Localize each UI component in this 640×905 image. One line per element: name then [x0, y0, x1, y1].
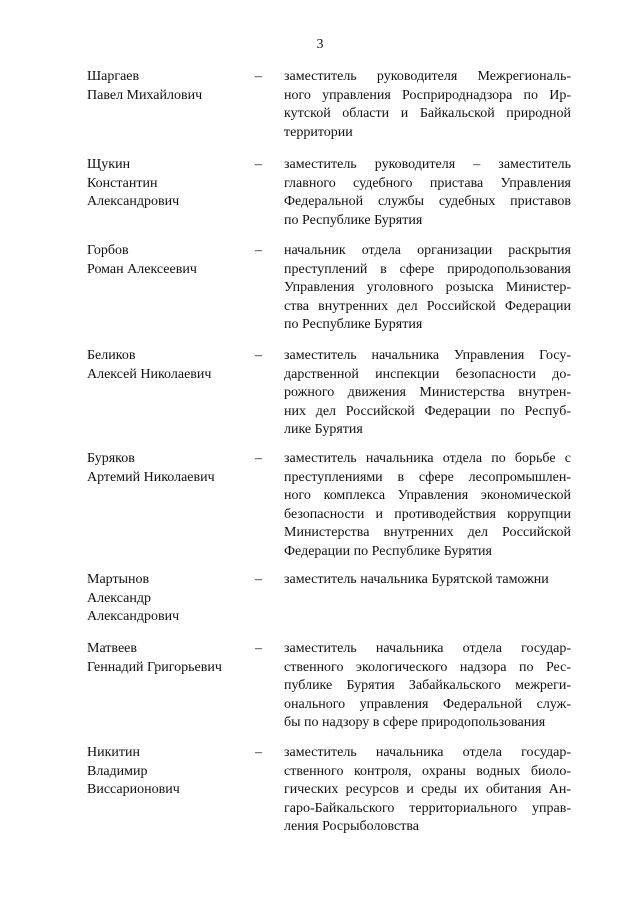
position-text-line: ства внутренних дел Российской Федерации: [284, 298, 571, 314]
position-text-line: территории: [284, 124, 353, 140]
position-text-line: публике Бурятия Забайкальского межреги-: [284, 678, 571, 693]
member-position: [284, 571, 571, 627]
dash-separator: –: [255, 641, 262, 656]
position-text-line: по Республике Бурятия: [284, 212, 423, 228]
member-given-name-line: Константин: [87, 175, 158, 191]
position-text-line: онального управления Федеральной служ-: [284, 696, 571, 712]
member-name: [87, 156, 255, 230]
member-entry: [87, 242, 571, 335]
member-surname: Буряков: [87, 451, 135, 466]
position-text-line: Министерства внутренних дел Российской: [284, 525, 571, 540]
member-given-name-line: Александр: [87, 590, 151, 606]
dash-separator: –: [255, 348, 262, 363]
member-surname: Никитин: [87, 745, 140, 760]
position-text-line: безопасности и противодействия коррупции: [284, 506, 571, 522]
member-entry: [87, 450, 571, 561]
member-entry: [87, 347, 571, 440]
member-position: [284, 744, 571, 837]
position-text-line: ственного контроля, охраны водных биоло-: [284, 763, 571, 779]
position-text-line: ственного экологического надзора по Рес-: [284, 659, 571, 675]
member-given-name-line: Владимир: [87, 763, 148, 779]
member-position: [284, 347, 571, 440]
member-position: [284, 640, 571, 733]
position-text-line: Федеральной службы судебных приставов: [284, 194, 571, 209]
position-text-line: по Республике Бурятия: [284, 317, 423, 332]
position-text-line: них дел Российской Федерации по Респуб-: [284, 403, 571, 419]
position-text-line: заместитель начальника Бурятской таможни: [284, 572, 549, 587]
member-given-name-line: Александрович: [87, 609, 180, 624]
position-text-line: бы по надзору в сфере природопользования: [284, 715, 546, 730]
member-position: [284, 68, 571, 142]
position-text-line: дарственной инспекции безопасности до-: [284, 366, 571, 382]
member-given-name-line: Геннадий Григорьевич: [87, 659, 222, 675]
dash-separator: –: [255, 572, 262, 587]
position-text-line: заместитель начальника отдела государ-: [284, 641, 571, 656]
member-name: [87, 450, 255, 561]
position-text-line: заместитель руководителя – заместитель: [284, 157, 571, 172]
position-text-line: ления Росрыболовства: [284, 819, 419, 834]
member-name: [87, 242, 255, 335]
member-surname: Матвеев: [87, 641, 137, 656]
member-given-name-line: Артемий Николаевич: [87, 469, 215, 485]
member-name: [87, 571, 255, 627]
member-given-name-line: Александрович: [87, 194, 180, 209]
member-name: [87, 640, 255, 733]
position-text-line: Управления уголовного розыска Министер-: [284, 280, 571, 295]
dash-separator: –: [255, 69, 262, 84]
position-text-line: рожного движения Министерства внутрен-: [284, 385, 571, 400]
member-name: [87, 68, 255, 142]
dash-separator: –: [255, 451, 262, 466]
member-given-name-line: Павел Михайлович: [87, 87, 203, 103]
member-entry: [87, 640, 571, 733]
position-text-line: гических ресурсов и среды их обитания Ан-: [284, 782, 571, 797]
member-given-name-line: Роман Алексеевич: [87, 261, 197, 277]
member-surname: Щукин: [87, 157, 131, 172]
member-given-name-line: Виссарионович: [87, 782, 180, 797]
position-text-line: заместитель начальника отдела государ-: [284, 745, 571, 760]
position-text-line: заместитель руководителя Межрегиональ-: [284, 69, 571, 84]
member-surname: Беликов: [87, 348, 136, 363]
position-text-line: лике Бурятия: [284, 422, 363, 437]
member-entry: [87, 156, 571, 230]
member-entry: [87, 571, 571, 627]
position-text-line: преступлениями в сфере лесопромышлен-: [284, 469, 571, 485]
member-entry: [87, 68, 571, 142]
member-surname: Шаргаев: [87, 69, 140, 84]
position-text-line: ного комплекса Управления экономической: [284, 488, 571, 503]
member-surname: Горбов: [87, 243, 129, 258]
dash-separator: –: [255, 157, 262, 172]
dash-separator: –: [255, 243, 262, 258]
position-text-line: главного судебного пристава Управления: [284, 175, 571, 191]
position-text-line: начальник отдела организации раскрытия: [284, 243, 571, 258]
member-position: [284, 450, 571, 561]
position-text-line: преступлений в сфере природопользования: [284, 261, 571, 277]
position-text-line: Федерации по Республике Бурятия: [284, 543, 492, 559]
member-entry: [87, 744, 571, 837]
position-text-line: гаро-Байкальского территориального управ-: [284, 800, 571, 816]
member-name: [87, 744, 255, 837]
dash-separator: –: [255, 745, 262, 760]
member-surname: Мартынов: [87, 572, 150, 587]
member-name: [87, 347, 255, 440]
position-text-line: заместитель начальника Управления Госу-: [284, 348, 571, 363]
page-number: 3: [316, 37, 324, 52]
position-text-line: кутской области и Байкальской природной: [284, 106, 571, 121]
member-given-name-line: Алексей Николаевич: [87, 366, 212, 382]
member-position: [284, 156, 571, 230]
member-position: [284, 242, 571, 335]
position-text-line: ного управления Росприроднадзора по Ир-: [284, 87, 571, 103]
position-text-line: заместитель начальника отдела по борьбе с: [284, 451, 571, 466]
